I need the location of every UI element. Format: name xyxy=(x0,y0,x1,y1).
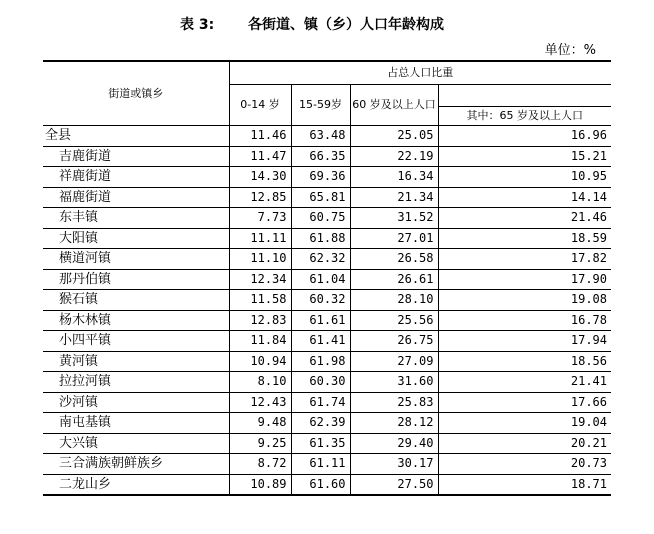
table-body xyxy=(43,126,611,496)
value-cell: 11.10 xyxy=(229,249,291,270)
region-name-cell: 南屯基镇 xyxy=(43,413,229,434)
value-cell: 28.12 xyxy=(350,413,438,434)
table-row xyxy=(43,351,611,372)
value-cell: 17.90 xyxy=(438,269,611,290)
value-cell: 61.35 xyxy=(291,433,350,454)
value-cell: 25.83 xyxy=(350,392,438,413)
value-cell: 66.35 xyxy=(291,146,350,167)
value-cell: 18.71 xyxy=(438,474,611,495)
region-name-cell: 全县 xyxy=(43,126,229,147)
value-cell: 31.52 xyxy=(350,208,438,229)
value-cell: 17.94 xyxy=(438,331,611,352)
table-caption: 各街道、镇（乡）人口年龄构成 xyxy=(248,17,444,33)
value-cell: 61.98 xyxy=(291,351,350,372)
value-cell: 28.10 xyxy=(350,290,438,311)
value-cell: 9.25 xyxy=(229,433,291,454)
value-cell: 31.60 xyxy=(350,372,438,393)
table-row xyxy=(43,454,611,475)
value-cell: 61.04 xyxy=(291,269,350,290)
table-number: 表 3: xyxy=(180,17,215,33)
value-cell: 25.05 xyxy=(350,126,438,147)
value-cell: 61.88 xyxy=(291,228,350,249)
value-cell: 30.17 xyxy=(350,454,438,475)
value-cell: 29.40 xyxy=(350,433,438,454)
value-cell: 19.08 xyxy=(438,290,611,311)
table-row xyxy=(43,290,611,311)
value-cell: 61.41 xyxy=(291,331,350,352)
table-row xyxy=(43,372,611,393)
table-row xyxy=(43,474,611,495)
value-cell: 8.72 xyxy=(229,454,291,475)
value-cell: 11.11 xyxy=(229,228,291,249)
value-cell: 10.94 xyxy=(229,351,291,372)
value-cell: 20.21 xyxy=(438,433,611,454)
value-cell: 60.30 xyxy=(291,372,350,393)
value-cell: 15.21 xyxy=(438,146,611,167)
value-cell: 27.50 xyxy=(350,474,438,495)
value-cell: 27.01 xyxy=(350,228,438,249)
value-cell: 18.59 xyxy=(438,228,611,249)
value-cell: 9.48 xyxy=(229,413,291,434)
region-name-cell: 福鹿街道 xyxy=(43,187,229,208)
value-cell: 61.60 xyxy=(291,474,350,495)
value-cell: 26.75 xyxy=(350,331,438,352)
value-cell: 14.30 xyxy=(229,167,291,188)
population-age-table xyxy=(43,60,611,496)
value-cell: 11.84 xyxy=(229,331,291,352)
table-row xyxy=(43,269,611,290)
region-name-cell: 东丰镇 xyxy=(43,208,229,229)
region-name-cell: 大兴镇 xyxy=(43,433,229,454)
value-cell: 26.58 xyxy=(350,249,438,270)
region-name-cell: 二龙山乡 xyxy=(43,474,229,495)
unit-label: 单位：% xyxy=(544,43,596,58)
table-row xyxy=(43,167,611,188)
value-cell: 17.66 xyxy=(438,392,611,413)
value-cell: 19.04 xyxy=(438,413,611,434)
value-cell: 17.82 xyxy=(438,249,611,270)
header-age-15-59: 15-59岁 xyxy=(291,85,350,126)
header-spacer xyxy=(438,85,611,107)
value-cell: 22.19 xyxy=(350,146,438,167)
table-row xyxy=(43,126,611,147)
header-age-60-plus: 60 岁及以上人口 xyxy=(350,85,438,126)
value-cell: 69.36 xyxy=(291,167,350,188)
table-row xyxy=(43,228,611,249)
region-name-cell: 横道河镇 xyxy=(43,249,229,270)
value-cell: 8.10 xyxy=(229,372,291,393)
value-cell: 21.46 xyxy=(438,208,611,229)
table-row xyxy=(43,433,611,454)
value-cell: 26.61 xyxy=(350,269,438,290)
value-cell: 63.48 xyxy=(291,126,350,147)
value-cell: 11.58 xyxy=(229,290,291,311)
value-cell: 16.34 xyxy=(350,167,438,188)
value-cell: 14.14 xyxy=(438,187,611,208)
value-cell: 62.39 xyxy=(291,413,350,434)
value-cell: 18.56 xyxy=(438,351,611,372)
region-name-cell: 祥鹿街道 xyxy=(43,167,229,188)
value-cell: 25.56 xyxy=(350,310,438,331)
value-cell: 27.09 xyxy=(350,351,438,372)
table-row xyxy=(43,310,611,331)
header-age-65-plus: 其中：65 岁及以上人口 xyxy=(438,107,611,126)
header-group: 占总人口比重 xyxy=(229,61,611,85)
table-row xyxy=(43,146,611,167)
value-cell: 65.81 xyxy=(291,187,350,208)
value-cell: 7.73 xyxy=(229,208,291,229)
value-cell: 61.11 xyxy=(291,454,350,475)
value-cell: 61.74 xyxy=(291,392,350,413)
value-cell: 16.96 xyxy=(438,126,611,147)
value-cell: 20.73 xyxy=(438,454,611,475)
table-row xyxy=(43,331,611,352)
region-name-cell: 小四平镇 xyxy=(43,331,229,352)
region-name-cell: 杨木林镇 xyxy=(43,310,229,331)
region-name-cell: 沙河镇 xyxy=(43,392,229,413)
value-cell: 12.43 xyxy=(229,392,291,413)
value-cell: 21.34 xyxy=(350,187,438,208)
region-name-cell: 那丹伯镇 xyxy=(43,269,229,290)
table-row xyxy=(43,208,611,229)
value-cell: 10.89 xyxy=(229,474,291,495)
value-cell: 12.34 xyxy=(229,269,291,290)
value-cell: 12.83 xyxy=(229,310,291,331)
region-name-cell: 黄河镇 xyxy=(43,351,229,372)
header-region: 街道或镇乡 xyxy=(43,61,229,126)
region-name-cell: 拉拉河镇 xyxy=(43,372,229,393)
value-cell: 11.46 xyxy=(229,126,291,147)
region-name-cell: 大阳镇 xyxy=(43,228,229,249)
value-cell: 10.95 xyxy=(438,167,611,188)
header-age-0-14: 0-14 岁 xyxy=(229,85,291,126)
value-cell: 62.32 xyxy=(291,249,350,270)
value-cell: 12.85 xyxy=(229,187,291,208)
value-cell: 60.32 xyxy=(291,290,350,311)
value-cell: 16.78 xyxy=(438,310,611,331)
value-cell: 11.47 xyxy=(229,146,291,167)
value-cell: 61.61 xyxy=(291,310,350,331)
region-name-cell: 猴石镇 xyxy=(43,290,229,311)
region-name-cell: 三合满族朝鲜族乡 xyxy=(43,454,229,475)
table-row xyxy=(43,413,611,434)
region-name-cell: 吉鹿街道 xyxy=(43,146,229,167)
table-row xyxy=(43,249,611,270)
table-row xyxy=(43,187,611,208)
table-row xyxy=(43,392,611,413)
value-cell: 60.75 xyxy=(291,208,350,229)
value-cell: 21.41 xyxy=(438,372,611,393)
